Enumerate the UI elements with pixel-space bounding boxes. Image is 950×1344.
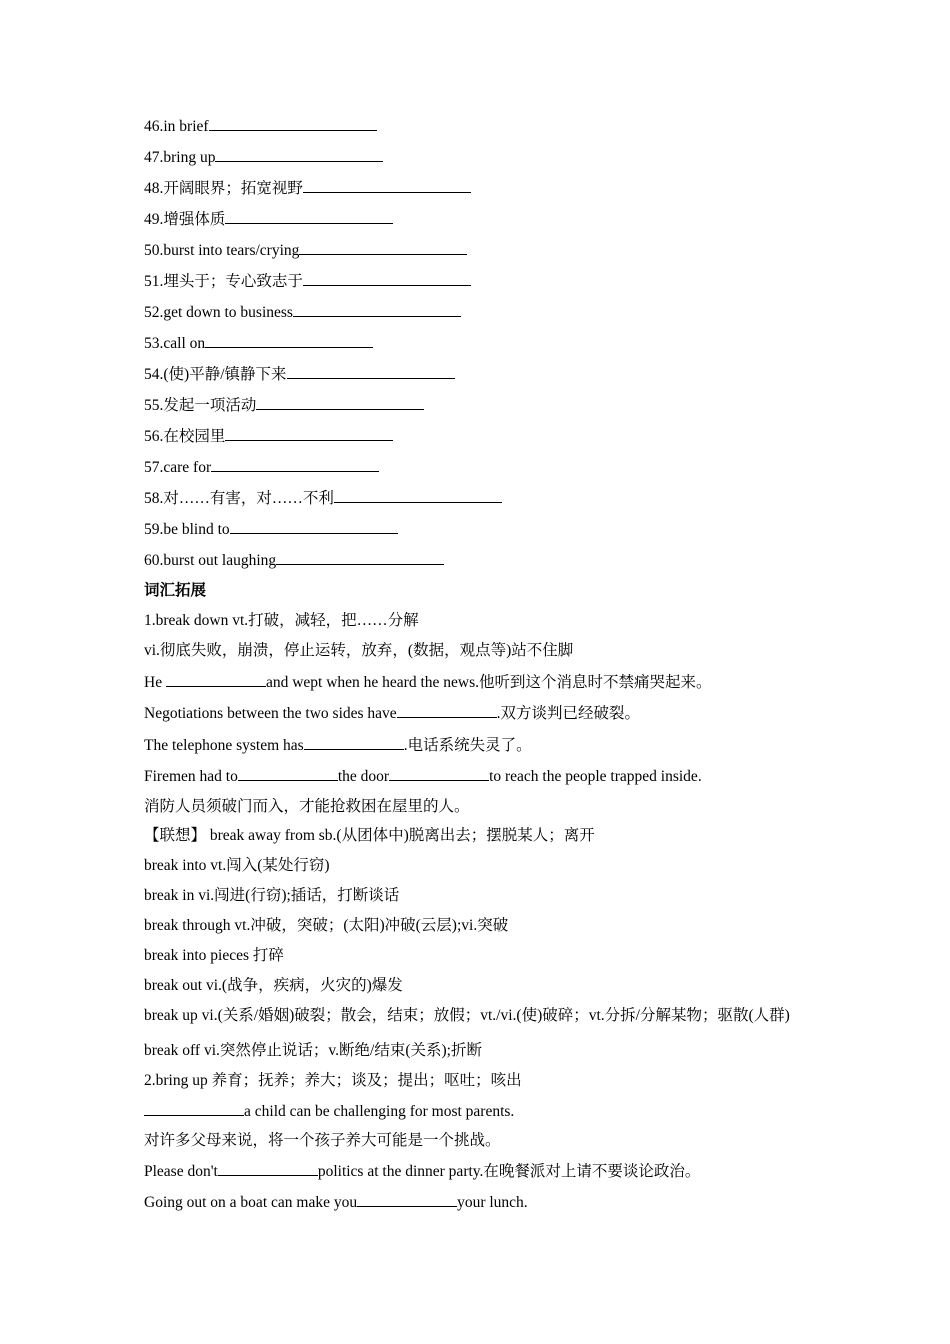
fill-blank[interactable] xyxy=(144,1101,244,1116)
phrase-text: 在校园里 xyxy=(163,428,226,445)
answer-blank[interactable] xyxy=(225,209,393,224)
example-sentence xyxy=(144,735,804,756)
phrase-text: be blind to xyxy=(163,521,230,538)
phrase-list xyxy=(144,116,804,571)
phrase-item xyxy=(144,302,804,323)
related-phrase: break into pieces 打碎 xyxy=(144,947,284,964)
example-text: Going out on a boat can make you xyxy=(144,1194,358,1211)
section-heading: 词汇拓展 xyxy=(144,582,207,599)
phrase-number: 50. xyxy=(144,242,164,259)
phrase-item xyxy=(144,550,804,571)
phrase-number: 52. xyxy=(144,304,164,321)
answer-blank[interactable] xyxy=(230,519,398,534)
answer-blank[interactable] xyxy=(334,488,502,503)
phrase-number: 60. xyxy=(144,552,164,569)
fill-blank[interactable] xyxy=(218,1161,318,1176)
answer-blank[interactable] xyxy=(211,457,379,472)
phrase-number: 56. xyxy=(144,428,164,445)
example-text: the door xyxy=(337,768,390,785)
phrase-number: 49. xyxy=(144,211,164,228)
answer-blank[interactable] xyxy=(299,240,467,255)
answer-blank[interactable] xyxy=(256,395,424,410)
related-phrase: break in vi.闯进(行窃);插话，打断谈话 xyxy=(144,887,400,904)
example-text: .双方谈判已经破裂。 xyxy=(496,705,641,722)
related-phrase: break into vt.闯入(某处行窃) xyxy=(144,857,330,874)
example-sentence xyxy=(144,1101,804,1122)
phrase-number: 59. xyxy=(144,521,164,538)
phrase-text: burst out laughing xyxy=(163,552,277,569)
phrase-item xyxy=(144,178,804,199)
answer-blank[interactable] xyxy=(205,333,373,348)
example-sentence xyxy=(144,703,804,724)
phrase-text: in brief xyxy=(163,118,209,135)
phrase-item xyxy=(144,240,804,261)
answer-blank[interactable] xyxy=(303,178,471,193)
phrase-text: call on xyxy=(163,335,206,352)
break-down-vi-definition: vi.彻底失败，崩溃，停止运转，放弃，(数据，观点等)站不住脚 xyxy=(144,642,574,659)
fill-blank[interactable] xyxy=(304,735,404,750)
phrase-number: 55. xyxy=(144,397,164,414)
phrase-text: care for xyxy=(163,459,212,476)
related-phrase: break up vi.(关系/婚姻)破裂；散会，结束；放假；vt./vi.(使)破碎；vt.分拆/分解某物；驱散(人群) xyxy=(144,1007,790,1024)
related-phrases xyxy=(144,856,804,1061)
phrase-number: 46. xyxy=(144,118,164,135)
phrase-number: 47. xyxy=(144,149,164,166)
answer-blank[interactable] xyxy=(287,364,455,379)
phrase-item xyxy=(144,395,804,416)
answer-blank[interactable] xyxy=(225,426,393,441)
example-translation: 对许多父母来说，将一个孩子养大可能是一个挑战。 xyxy=(144,1132,501,1149)
fill-blank[interactable] xyxy=(166,672,266,687)
example-sentence xyxy=(144,766,804,787)
phrase-item xyxy=(144,271,804,292)
bring-up-title: 2.bring up 养育；抚养；养大；谈及；提出；呕吐；咳出 xyxy=(144,1072,522,1089)
related-phrase: break through vt.冲破，突破；(太阳)冲破(云层);vi.突破 xyxy=(144,917,509,934)
phrase-item xyxy=(144,116,804,137)
related-phrase: break off vi.突然停止说话；v.断绝/结束(关系);折断 xyxy=(144,1042,482,1059)
phrase-item xyxy=(144,333,804,354)
example-text: and wept when he heard the news.他听到这个消息时不禁痛哭起来。 xyxy=(265,674,712,691)
phrase-number: 54. xyxy=(144,366,164,383)
document-page xyxy=(144,112,804,1213)
answer-blank[interactable] xyxy=(293,302,461,317)
example-sentence xyxy=(144,672,804,693)
example-text: The telephone system has xyxy=(144,737,304,754)
association-note: 【联想】 break away from sb.(从团体中)脱离出去；摆脱某人；离开 xyxy=(144,827,595,844)
fill-blank[interactable] xyxy=(389,766,489,781)
example-text: to reach the people trapped inside. xyxy=(489,768,702,785)
phrase-item xyxy=(144,209,804,230)
answer-blank[interactable] xyxy=(209,116,377,131)
phrase-text: burst into tears/crying xyxy=(163,242,300,259)
phrase-text: (使)平静/镇静下来 xyxy=(163,366,287,383)
answer-blank[interactable] xyxy=(276,550,444,565)
phrase-text: 对……有害，对……不利 xyxy=(163,490,334,507)
answer-blank[interactable] xyxy=(215,147,383,162)
example-text: .电话系统失灵了。 xyxy=(403,737,532,754)
phrase-text: get down to business xyxy=(163,304,293,321)
related-phrase: break out vi.(战争，疾病，火灾的)爆发 xyxy=(144,977,403,994)
phrase-item xyxy=(144,488,804,509)
phrase-text: 发起一项活动 xyxy=(163,397,257,414)
phrase-number: 51. xyxy=(144,273,164,290)
example-text: politics at the dinner party.在晚餐派对上请不要谈论政治。 xyxy=(317,1163,701,1180)
phrase-item xyxy=(144,519,804,540)
example-text: your lunch. xyxy=(457,1194,528,1211)
break-down-title: 1.break down vt.打破，减轻，把……分解 xyxy=(144,612,419,629)
example-sentence xyxy=(144,1192,804,1213)
fill-blank[interactable] xyxy=(357,1192,457,1207)
example-text: Negotiations between the two sides have xyxy=(144,705,397,722)
example-text: Please don't xyxy=(144,1163,218,1180)
phrase-text: 开阔眼界；拓宽视野 xyxy=(163,180,303,197)
fill-blank[interactable] xyxy=(397,703,497,718)
phrase-number: 58. xyxy=(144,490,164,507)
example-text: Firemen had to xyxy=(144,768,238,785)
phrase-text: bring up xyxy=(163,149,216,166)
answer-blank[interactable] xyxy=(303,271,471,286)
phrase-number: 53. xyxy=(144,335,164,352)
phrase-number: 57. xyxy=(144,459,164,476)
example-text: He xyxy=(144,674,166,691)
fill-blank[interactable] xyxy=(238,766,338,781)
phrase-item xyxy=(144,364,804,385)
example-text: a child can be challenging for most parents. xyxy=(244,1103,515,1120)
phrase-text: 埋头于；专心致志于 xyxy=(163,273,303,290)
phrase-item xyxy=(144,457,804,478)
example-sentence xyxy=(144,1161,804,1182)
phrase-item xyxy=(144,426,804,447)
phrase-number: 48. xyxy=(144,180,164,197)
phrase-item xyxy=(144,147,804,168)
phrase-text: 增强体质 xyxy=(163,211,226,228)
example-translation: 消防人员须破门而入，才能抢救困在屋里的人。 xyxy=(144,798,470,815)
